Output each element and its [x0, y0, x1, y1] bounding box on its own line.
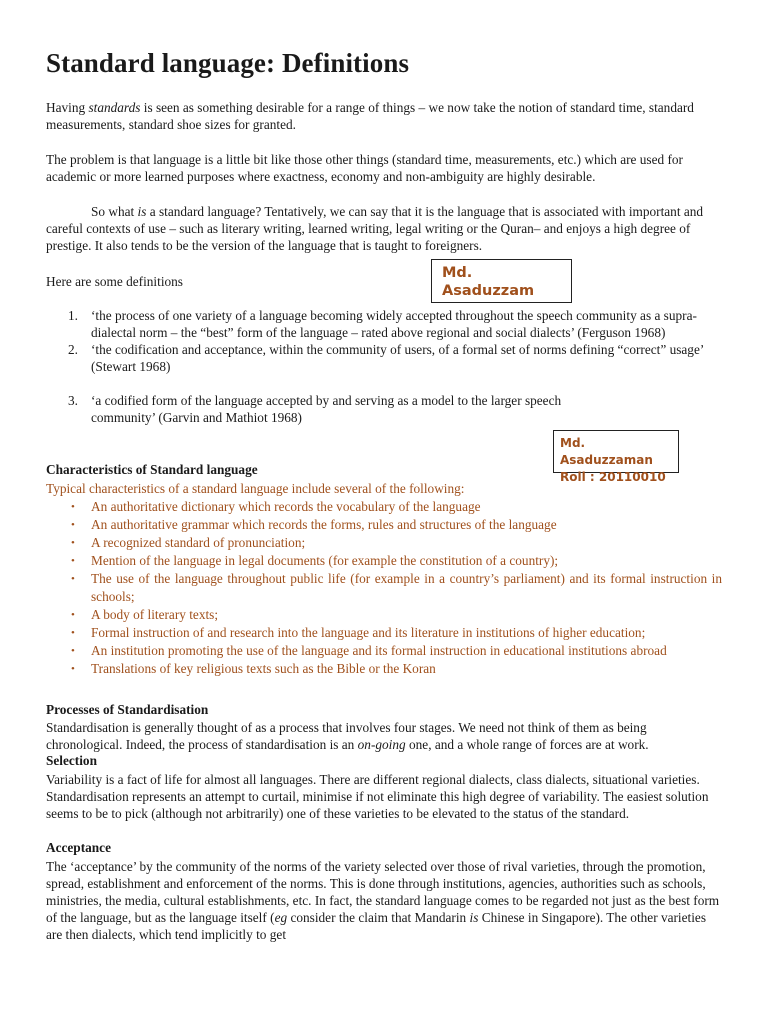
bullet-icon: • [71, 501, 75, 513]
definition-text: ‘the codification and acceptance, within the community of users, of a formal set of norms defining “correct” usage’ (Stewart 1968) [91, 342, 704, 374]
processes-heading: Processes of Standardisation [46, 702, 209, 717]
selection-paragraph: Variability is a fact of life for almost all languages. There are different regional dialects, class dialects, situational varieties. Standardisation represents an attempt to curtail, minimise if not eliminate this high degree of variability. The easiest solution seems to be to pick (although not arbitrarily) one of these varieties to be elevated to the status of the standard. [46, 772, 709, 821]
list-item: • An institution promoting the use of the language and its formal instruction in educational institutions abroad [71, 643, 667, 658]
definition-item [46, 307, 726, 341]
bullet-icon: • [71, 573, 75, 585]
list-item: • Mention of the language in legal documents (for example the constitution of a country); [71, 553, 559, 568]
list-item: • Formal instruction of and research into the language and its literature in institutions of higher education; [71, 625, 646, 640]
bullet-icon: • [71, 609, 75, 621]
bullet-icon: • [71, 627, 75, 639]
author-stamp-line-2: Asaduzzam [442, 283, 535, 299]
definition-number: 3. [68, 393, 78, 408]
processes-paragraph: Standardisation is generally thought of as a process that involves four stages. We need not think of them as being chronological. Indeed, the process of standardisation is an on-going one, and a whole range of forces are at work. [46, 720, 649, 752]
definition-number: 1. [68, 308, 78, 323]
definition-text: ‘the process of one variety of a language becoming widely accepted throughout the speech community as a supra-dialectal norm – the “best” form of the language – rated above regional and social dialects’ (Ferguson 1968) [91, 308, 697, 340]
acceptance-paragraph: The ‘acceptance’ by the community of the norms of the variety selected over those of rival varieties, through the promotion, spread, establishment and enforcement of the norms. This is done through institutions, agencies, authorities such as schools, ministries, the media, cultural establishments, etc. In fact, the standard language comes to be regarded not just as the best form of the language, but as the language itself (eg consider the claim that Mandarin is Chinese in Singapore). The other varieties are then dialects, which tend implicitly to get [46, 859, 720, 942]
list-item: • A body of literary texts; [71, 607, 219, 622]
intro-paragraph-1: Having standards is seen as something desirable for a range of things – we now take the notion of standard time, standard measurements, standard shoe sizes for granted. [46, 100, 694, 132]
acceptance-heading: Acceptance [46, 840, 111, 855]
student-stamp-name: Md. Asaduzzaman [560, 436, 653, 467]
author-stamp-line-1: Md. [442, 265, 473, 281]
characteristics-heading: Characteristics of Standard language [46, 462, 258, 477]
list-item: • Translations of key religious texts such as the Bible or the Koran [71, 661, 436, 676]
definition-item [46, 392, 726, 426]
list-item: • The use of the language throughout public life (for example in a country’s parliament) and its formal instruction in schools; [71, 571, 722, 604]
author-stamp [431, 259, 572, 303]
student-stamp [553, 430, 679, 484]
bullet-icon: • [71, 537, 75, 549]
characteristics-list [46, 498, 722, 678]
list-item: • An authoritative grammar which records the forms, rules and structures of the language [71, 517, 557, 532]
definitions-list [46, 307, 726, 426]
intro-paragraph-3: So what is a standard language? Tentatively, we can say that it is the language that is associated with important and careful contexts of use – such as literary writing, learned writing, legal writing or the Quran– and enjoys a high degree of prestige. It also tends to be the version of the language that is taught to foreigners. [46, 204, 704, 253]
bullet-icon: • [71, 555, 75, 567]
selection-heading: Selection [46, 753, 97, 768]
list-item: • An authoritative dictionary which records the vocabulary of the language [71, 499, 481, 514]
bullet-icon: • [71, 645, 75, 657]
bullet-icon: • [71, 519, 75, 531]
page-title: Standard language: Definitions [46, 48, 410, 78]
intro-paragraph-2: The problem is that language is a little bit like those other things (standard time, measurements, etc.) which are used for academic or more learned purposes where exactness, economy and non-ambiguity are highly desirable. [46, 152, 683, 184]
characteristics-intro: Typical characteristics of a standard language include several of the following: [46, 481, 465, 496]
list-item: • A recognized standard of pronunciation; [71, 535, 306, 550]
intro-paragraph-4: Here are some definitions [46, 274, 183, 289]
student-stamp-roll: Roll : 20110010 [560, 470, 666, 484]
definition-number: 2. [68, 342, 78, 357]
bullet-icon: • [71, 663, 75, 675]
definition-item [46, 341, 726, 375]
definition-text: ‘a codified form of the language accepted by and serving as a model to the larger speech community’ (Garvin and Mathiot 1968) [91, 393, 562, 425]
